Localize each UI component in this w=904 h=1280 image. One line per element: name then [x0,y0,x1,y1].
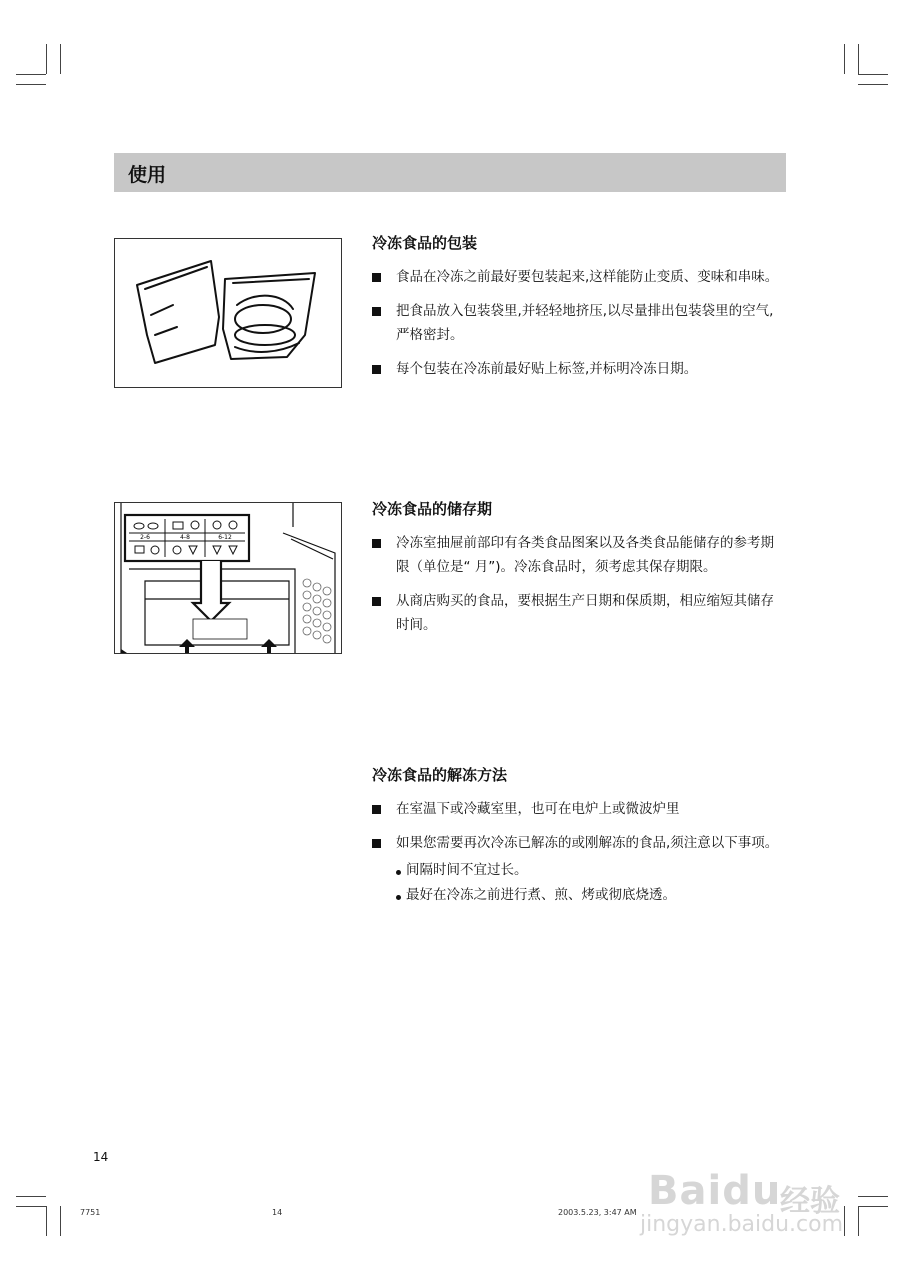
square-bullet-icon [372,597,381,606]
list-item-text: 冷冻室抽屉前部印有各类食品图案以及各类食品能储存的参考期限（单位是“ 月”)。冷冻食品时，须考虑其保存期限。 [396,535,774,575]
page-number: 14 [93,1150,109,1164]
square-bullet-icon [372,365,381,374]
section-storage-period [372,498,786,647]
list-item-text: 从商店购买的食品，要根据生产日期和保质期，相应缩短其储存时间。 [396,593,774,633]
section-thawing [372,764,786,909]
watermark-url: jingyan.baidu.com [640,1212,844,1237]
square-bullet-icon [372,839,381,848]
list-item [372,265,786,289]
sub-list-item-text: 间隔时间不宜过长。 [406,862,528,878]
drawer-label: 2-6 [140,534,150,541]
page-title: 使用 [128,164,167,186]
list-item [372,589,786,637]
list-item-text: 食品在冷冻之前最好要包装起来,这样能防止变质、变味和串味。 [396,269,779,285]
crop-mark [16,1196,46,1197]
crop-mark [46,1206,47,1236]
food-bag-icon [115,239,341,387]
list-item-text: 把食品放入包装袋里,并轻轻地挤压,以尽量排出包装袋里的空气,严格密封。 [396,303,774,343]
section-packaging [372,232,786,391]
list-item [372,531,786,579]
drawer-label: 4-8 [180,534,190,541]
dot-bullet-icon [396,870,401,875]
crop-mark [16,1206,46,1207]
list-item [372,357,786,381]
sub-list-item [372,859,786,881]
list-item-text: 在室温下或冷藏室里，也可在电炉上或微波炉里 [396,801,680,817]
crop-mark [858,1206,859,1236]
crop-mark [858,84,888,85]
sub-list-item-text: 最好在冷冻之前进行煮、煎、烤或彻底烧透。 [406,887,676,903]
section-title: 冷冻食品的储存期 [372,500,493,518]
square-bullet-icon [372,805,381,814]
freezer-drawer-illustration [114,502,342,654]
square-bullet-icon [372,539,381,548]
square-bullet-icon [372,307,381,316]
crop-mark [16,74,46,75]
crop-mark [60,1206,61,1236]
crop-mark [844,44,845,74]
freezer-icon [115,503,341,653]
list-item [372,299,786,347]
crop-mark [46,44,47,74]
crop-mark [858,1206,888,1207]
crop-mark [60,44,61,74]
crop-mark [858,74,888,75]
baidu-watermark [640,1158,850,1248]
footer-left: 7751 [80,1208,101,1217]
list-item [372,831,786,855]
dot-bullet-icon [396,895,401,900]
footer-center: 14 [272,1208,283,1217]
square-bullet-icon [372,273,381,282]
watermark-cn: 经验 [780,1184,840,1219]
drawer-label: 6-12 [218,534,232,541]
sub-list-item [372,884,786,906]
crop-mark [16,84,46,85]
footer-right: 2003.5.23, 3:47 AM [558,1208,637,1217]
list-item [372,797,786,821]
list-item-text: 如果您需要再次冷冻已解冻的或刚解冻的食品,须注意以下事项。 [396,835,779,851]
crop-mark [858,44,859,74]
packaging-illustration [114,238,342,388]
watermark-logo: Baidu [648,1168,782,1214]
section-title: 冷冻食品的解冻方法 [372,766,508,784]
list-item-text: 每个包装在冷冻前最好贴上标签,并标明冷冻日期。 [396,361,698,377]
section-title: 冷冻食品的包装 [372,234,478,252]
section-header-bar [114,153,786,192]
crop-mark [858,1196,888,1197]
